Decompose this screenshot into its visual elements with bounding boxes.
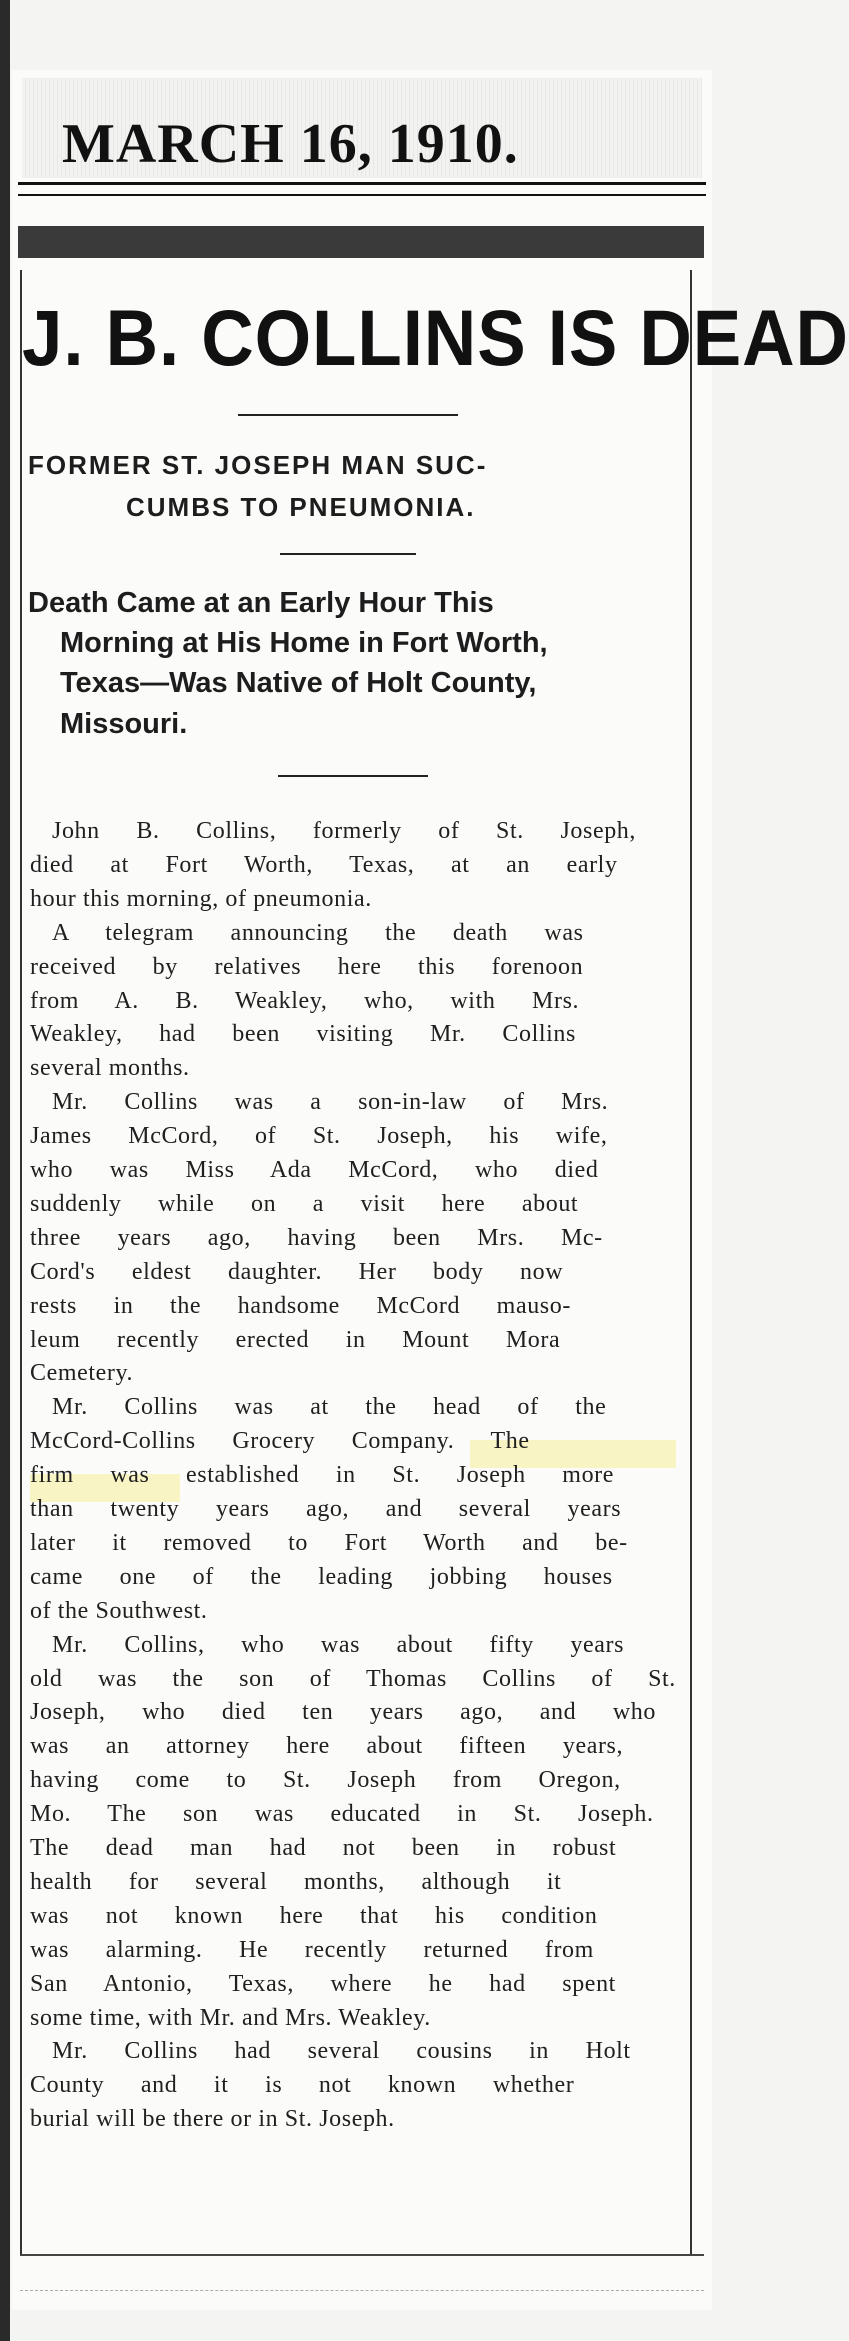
- dateline-rule-thin: [18, 194, 706, 196]
- body-line: some time, with Mr. and Mrs. Weakley.: [30, 2004, 431, 2031]
- deck-line-1: FORMER ST. JOSEPH MAN SUC-: [28, 450, 488, 480]
- divider: [238, 414, 458, 416]
- body-line: burial will be there or in St. Joseph.: [30, 2106, 395, 2133]
- body-line: leum recently erected in Mount Mora: [30, 1326, 561, 1353]
- body-line: old was the son of Thomas Collins of St.: [30, 1665, 676, 1692]
- body-line: came one of the leading jobbing houses: [30, 1563, 613, 1590]
- body-line: A telegram announcing the death was: [52, 919, 584, 946]
- clipping-edge: [20, 2290, 704, 2299]
- bottom-rule: [20, 2254, 704, 2256]
- body-line: Mr. Collins had several cousins in Holt: [52, 2038, 631, 2065]
- body-line: several months.: [30, 1055, 190, 1082]
- body-line: Cord's eldest daughter. Her body now: [30, 1258, 564, 1285]
- body-line: Mr. Collins was a son-in-law of Mrs.: [52, 1089, 609, 1116]
- subdeck-line-4: Missouri.: [60, 708, 188, 740]
- body-line: was an attorney here about fifteen years,: [30, 1733, 624, 1760]
- body-line: of the Southwest.: [30, 1597, 208, 1624]
- body-line: suddenly while on a visit here about: [30, 1190, 579, 1217]
- body-line: John B. Collins, formerly of St. Joseph,: [52, 818, 637, 844]
- body-line: was not known here that his condition: [30, 1902, 598, 1929]
- body-line: Weakley, had been visiting Mr. Collins: [30, 1021, 576, 1048]
- divider: [278, 775, 428, 777]
- body-line: Joseph, who died ten years ago, and who: [30, 1699, 656, 1726]
- body-line: was alarming. He recently returned from: [30, 1936, 594, 1963]
- subdeck-line-1: Death Came at an Early Hour This: [28, 587, 494, 619]
- body-line: The dead man had not been in robust: [30, 1835, 617, 1861]
- body-line: who was Miss Ada McCord, who died: [30, 1157, 599, 1183]
- body-line: County and it is not known whether: [30, 2072, 575, 2099]
- body-line: hour this morning, of pneumonia.: [30, 885, 372, 912]
- body-line: Mo. The son was educated in St. Joseph.: [30, 1801, 654, 1828]
- body-line: later it removed to Fort Worth and be-: [30, 1529, 628, 1556]
- deck-line-2: CUMBS TO PNEUMONIA.: [126, 492, 476, 522]
- body-line: died at Fort Worth, Texas, at an early: [30, 851, 618, 878]
- body-line: James McCord, of St. Joseph, his wife,: [30, 1123, 608, 1150]
- body-line: having come to St. Joseph from Oregon,: [30, 1767, 621, 1794]
- subdeck-line-2: Morning at His Home in Fort Worth,: [60, 627, 548, 659]
- body-line: McCord-Collins Grocery Company. The: [30, 1428, 530, 1455]
- divider: [280, 553, 416, 555]
- body-line: Mr. Collins, who was about fifty years: [52, 1631, 625, 1658]
- body-line: San Antonio, Texas, where he had spent: [30, 1970, 616, 1997]
- body-line: rests in the handsome McCord mauso-: [30, 1292, 571, 1319]
- body-line: received by relatives here this forenoon: [30, 953, 584, 980]
- headline: J. B. COLLINS IS DEAD: [22, 293, 849, 382]
- scan-edge: [0, 0, 10, 2341]
- body-line: from A. B. Weakley, who, with Mrs.: [30, 987, 580, 1014]
- body-line: Mr. Collins was at the head of the: [52, 1394, 607, 1421]
- body-line: three years ago, having been Mrs. Mc-: [30, 1224, 603, 1251]
- body-line: Cemetery.: [30, 1360, 134, 1387]
- body-line: than twenty years ago, and several years: [30, 1496, 622, 1522]
- subdeck-line-3: Texas—Was Native of Holt County,: [60, 667, 537, 699]
- dateline-rule: [18, 182, 706, 185]
- header-bar: [18, 226, 704, 258]
- dateline: MARCH 16, 1910.: [62, 113, 519, 175]
- body-line: health for several months, although it: [30, 1868, 562, 1895]
- body-line: firm was established in St. Joseph more: [30, 1462, 615, 1489]
